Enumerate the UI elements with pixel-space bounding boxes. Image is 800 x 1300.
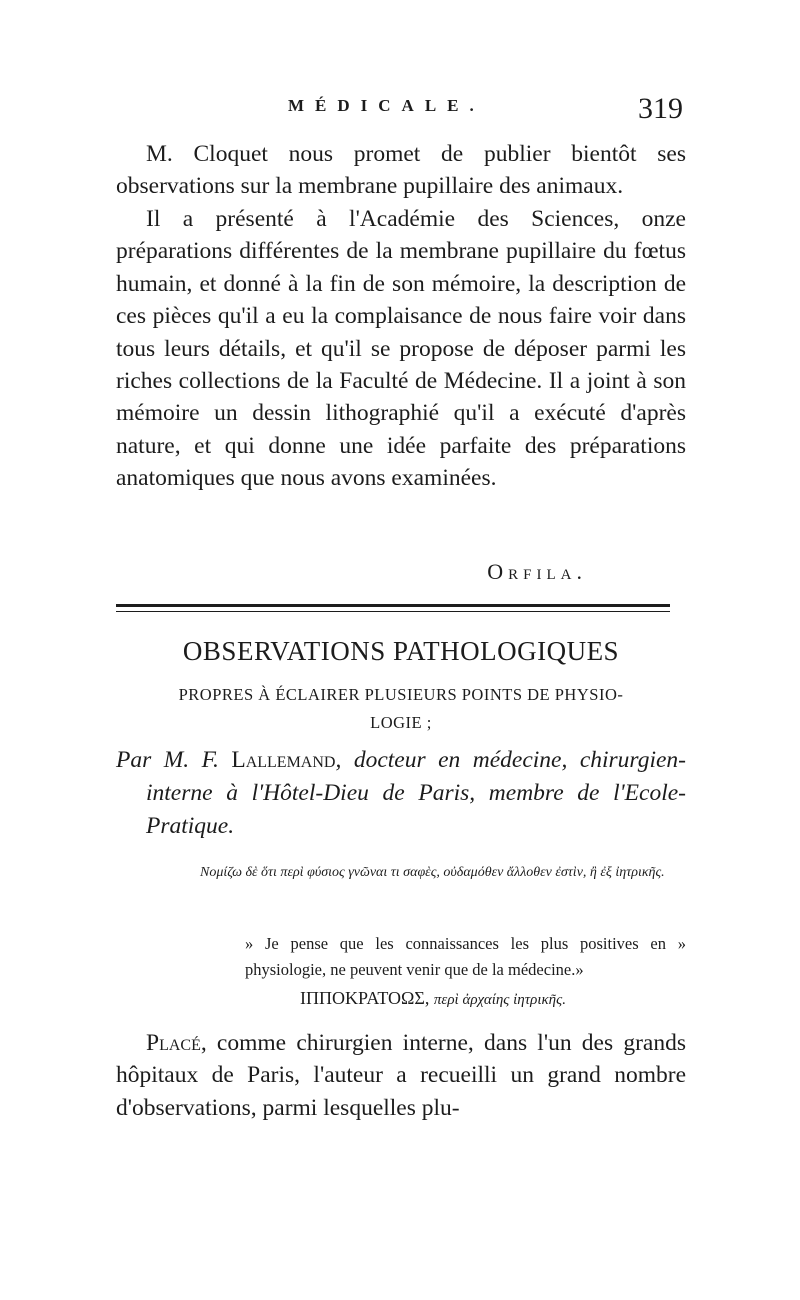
byline-author: Lallemand	[231, 747, 336, 773]
subtitle-line: LOGIE ;	[370, 713, 432, 732]
opening-text: , comme chirurgien interne, dans l'un des grands hôpitaux de Paris, l'auteur a recueilli un grand nombre d'observations, parmi lesquelles plu-	[116, 1030, 686, 1121]
page-number: 319	[638, 92, 683, 125]
byline-prefix: Par M. F.	[116, 747, 232, 773]
byline-affiliation: , docteur en médecine, chirurgien-interne à l'Hôtel-Dieu de Paris, membre de l'Ecole-Pratique.	[146, 747, 686, 839]
article-subtitle	[116, 681, 686, 737]
section-divider	[116, 604, 670, 612]
paragraph-academy-presentation	[116, 203, 686, 495]
paragraph-text	[116, 1027, 686, 1124]
subtitle-line: PROPRES À ÉCLAIRER PLUSIEURS POINTS DE PHYSIO-	[178, 685, 624, 704]
opening-word: Placé	[146, 1030, 201, 1056]
epigraph-source-author: ΙΠΠΟΚΡΑΤΟΩΣ	[300, 988, 425, 1008]
french-epigraph: » Je pense que les connaissances les plus positives en » physiologie, ne peuvent venir que de la médecine.»	[245, 934, 686, 979]
article-title: OBSERVATIONS PATHOLOGIQUES	[182, 636, 620, 666]
running-title: MÉDICALE.	[288, 96, 485, 115]
greek-epigraph: Νομίζω δὲ ὅτι περὶ φύσιος γνῶναι τι σαφὲς, οὐδαμόθεν ἄλλοθεν ἐστὶν, ἢ ἐξ ἰητρικῆς.	[200, 865, 665, 880]
epigraph-source: ΙΠΠΟΚΡΑΤΟΩΣ, περὶ ἀρχαίης ἰητρικῆς.	[300, 988, 566, 1008]
paragraph-article-opening	[116, 1027, 686, 1124]
byline	[116, 744, 686, 843]
paragraph-cloquet-promise	[116, 138, 686, 203]
running-head	[110, 92, 685, 132]
signature: Orfila.	[487, 559, 587, 584]
paragraph-text: M. Cloquet nous promet de publier bientôt ses observations sur la membrane pupillaire des animaux.	[116, 141, 686, 200]
epigraph-source-work: περὶ ἀρχαίης ἰητρικῆς.	[433, 992, 566, 1008]
paragraph-text: Il a présenté à l'Académie des Sciences, onze préparations différentes de la membrane pupillaire du fœtus humain, et donné à la fin de son mémoire, la description de ces pièces qu'il a eu la complaisance de nous faire voir dans tous leurs détails, et qu'il se propose de déposer parmi les riches collections de la Faculté de Médecine. Il a joint à son mémoire un dessin lithographié qu'il a exécuté d'après nature, et qui donne une idée parfaite des préparations anatomiques que nous avons examinées.	[116, 206, 686, 492]
